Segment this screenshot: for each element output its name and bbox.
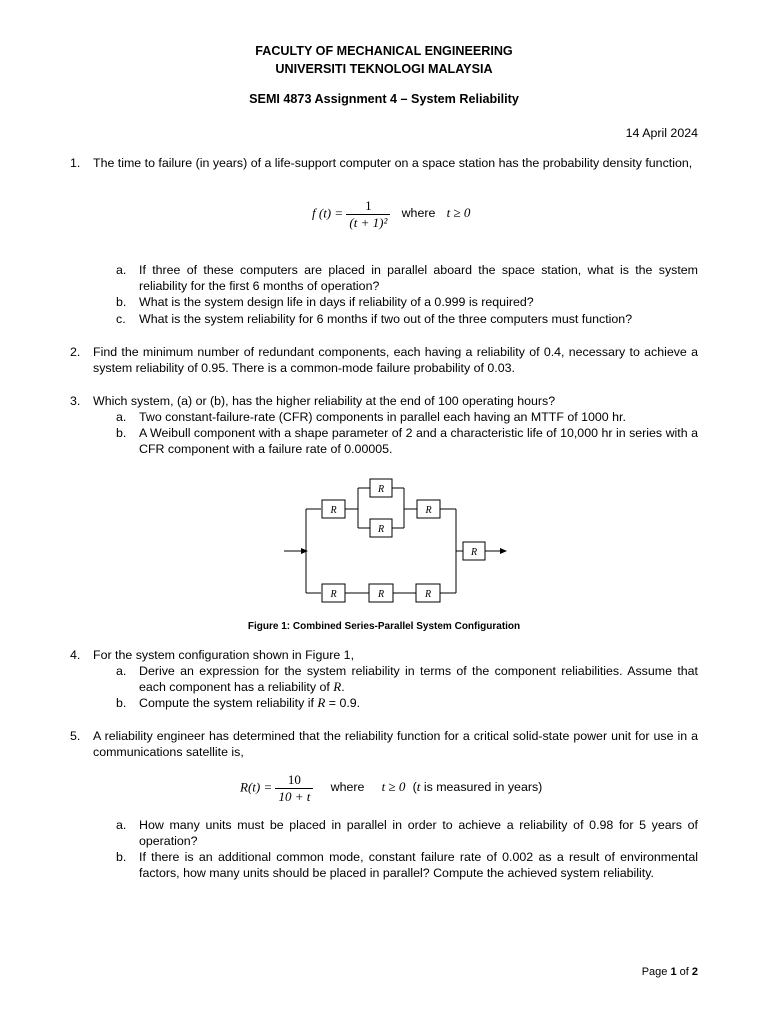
- sub-label: a.: [116, 410, 127, 424]
- question-1c: [116, 311, 698, 327]
- sub-label: b.: [116, 426, 127, 440]
- block-r2: [370, 479, 392, 497]
- fraction-numerator: 10: [287, 772, 301, 787]
- question-number: 4.: [70, 648, 81, 662]
- assignment-date: 14 April 2024: [625, 126, 698, 140]
- svg-text:R: R: [424, 589, 432, 600]
- equation-fraction: [346, 198, 390, 231]
- faculty-heading: FACULTY OF MECHANICAL ENGINEERING: [255, 44, 513, 58]
- of-word: of: [676, 966, 692, 978]
- svg-text:R: R: [377, 524, 385, 535]
- current-page: 1: [670, 966, 677, 978]
- block-r8: [416, 584, 440, 602]
- question-5: [70, 728, 698, 760]
- sub-text-body: Compute the system reliability if: [139, 696, 314, 710]
- fraction-numerator: 1: [365, 198, 372, 213]
- reliability-equation: [240, 772, 542, 805]
- question-5b: [116, 849, 698, 881]
- fraction-denominator: 10 + t: [275, 788, 313, 805]
- question-3a: [116, 409, 698, 425]
- note-paren: (: [412, 780, 417, 795]
- block-r6: [322, 584, 345, 602]
- question-1a: [116, 262, 698, 294]
- sub-label: a.: [116, 818, 127, 832]
- input-arrow-icon: [301, 548, 308, 554]
- question-4b: [116, 695, 698, 711]
- university-heading: UNIVERSITI TEKNOLOGI MALAYSIA: [275, 62, 493, 76]
- question-4a: [116, 663, 698, 695]
- sub-label: b.: [116, 295, 127, 309]
- page-number: [642, 966, 698, 978]
- question-2: [70, 344, 698, 376]
- sub-text: A Weibull component with a shape parameter of 2 and a characteristic life of 10,000 hr in series with a CFR component with a failure rate of 0.00005.: [139, 426, 698, 456]
- sub-text: How many units must be placed in parallel in order to achieve a reliability of 0.98 for 5 years of operation?: [139, 818, 698, 848]
- sub-text: [139, 663, 698, 695]
- block-r1: [322, 500, 345, 518]
- variable-r: R: [333, 679, 342, 694]
- sub-label: c.: [116, 312, 126, 326]
- sub-label: a.: [116, 263, 127, 277]
- note-text: is measured in years): [420, 780, 543, 795]
- reliability-block-diagram: [280, 472, 520, 612]
- question-3b: [116, 425, 698, 457]
- question-number: 5.: [70, 729, 81, 743]
- output-arrow-icon: [500, 548, 507, 554]
- sub-label: b.: [116, 696, 127, 710]
- svg-text:R: R: [330, 505, 337, 516]
- question-text: The time to failure (in years) of a life-support computer on a space station has the probability density function,: [93, 156, 693, 170]
- svg-text:R: R: [377, 484, 385, 495]
- sub-text: Two constant-failure-rate (CFR) components in parallel each having an MTTF of 1000 hr.: [139, 410, 626, 424]
- svg-text:R: R: [377, 589, 385, 600]
- sub-label: a.: [116, 664, 127, 678]
- question-number: 3.: [70, 394, 81, 408]
- total-pages: 2: [691, 966, 698, 978]
- page-word: Page: [641, 966, 671, 978]
- note-variable: t: [416, 779, 421, 795]
- where-word: where: [401, 206, 436, 221]
- equation-lhs: R(t) =: [240, 779, 273, 795]
- sub-text: What is the system design life in days if reliability of a 0.999 is required?: [139, 295, 534, 309]
- question-1: [70, 155, 698, 171]
- question-number: 2.: [70, 345, 81, 359]
- sub-text-end: .: [341, 680, 345, 694]
- sub-text-value: = 0.9.: [325, 696, 361, 710]
- svg-text:R: R: [330, 589, 337, 600]
- sub-text: What is the system reliability for 6 months if two out of the three computers must function?: [139, 312, 633, 326]
- where-word: where: [330, 780, 365, 795]
- question-5a: [116, 817, 698, 849]
- sub-text-body: Derive an expression for the system reliability in terms of the component reliabilities. Assume that each component has a reliability of: [139, 664, 698, 694]
- equation-fraction: [275, 772, 313, 805]
- question-text: For the system configuration shown in Figure 1,: [93, 648, 355, 662]
- question-3: [70, 393, 698, 409]
- equation-condition: t ≥ 0: [446, 205, 471, 221]
- fraction-denominator: (t + 1)²: [346, 214, 390, 231]
- block-r3: [370, 519, 392, 537]
- sub-text: If there is an additional common mode, constant failure rate of 0.002 as a result of environmental factors, how many units should be placed in parallel? Compute the achieved system reliability.: [139, 850, 698, 880]
- assignment-title: SEMI 4873 Assignment 4 – System Reliability: [249, 92, 519, 106]
- question-text: Which system, (a) or (b), has the higher reliability at the end of 100 operating hours?: [93, 394, 556, 408]
- sub-text: [139, 695, 698, 711]
- block-r4: [417, 500, 440, 518]
- figure-caption: Figure 1: Combined Series-Parallel System Configuration: [247, 621, 521, 632]
- svg-text:R: R: [425, 505, 432, 516]
- equation-note: [413, 780, 543, 794]
- variable-r: R: [317, 695, 326, 710]
- block-r5: [463, 542, 485, 560]
- question-text: A reliability engineer has determined that the reliability function for a critical solid-state power unit for use in a communications satellite is,: [93, 729, 698, 759]
- question-number: 1.: [70, 156, 81, 170]
- question-text: Find the minimum number of redundant components, each having a reliability of 0.4, necessary to achieve a system reliability of 0.95. There is a common-mode failure probability of 0.03.: [93, 345, 698, 375]
- equation-condition: t ≥ 0: [381, 779, 406, 795]
- sub-label: b.: [116, 850, 127, 864]
- block-r7: [369, 584, 393, 602]
- equation-lhs: f (t) =: [312, 205, 344, 221]
- sub-text: If three of these computers are placed in parallel aboard the space station, what is the system reliability for the first 6 months of operation?: [139, 263, 698, 293]
- question-4: [70, 647, 698, 663]
- svg-text:R: R: [470, 547, 478, 558]
- pdf-equation: [312, 198, 470, 231]
- question-1b: [116, 294, 698, 310]
